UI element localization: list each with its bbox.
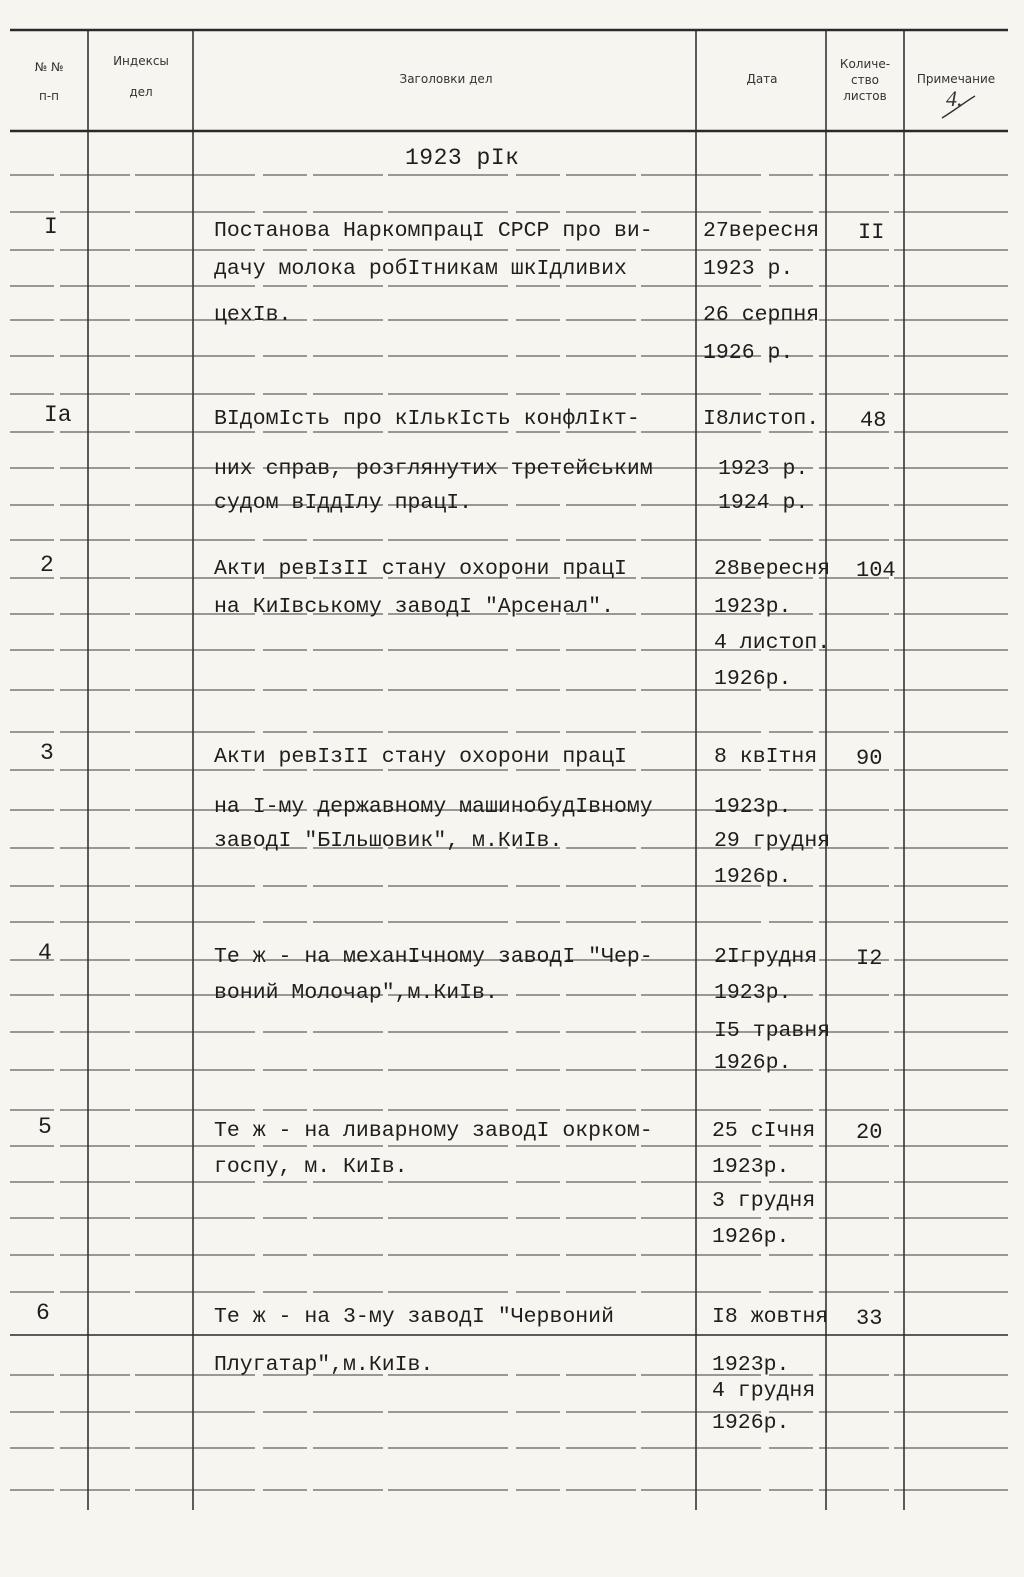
record-date: 1926р. bbox=[712, 1225, 790, 1249]
record-title-line: Постанова НаркомпрацI СРСР про ви- bbox=[214, 219, 653, 243]
record-sheet-count: 48 bbox=[860, 408, 887, 433]
record-number: 4 bbox=[38, 940, 52, 966]
record-sheet-count: I2 bbox=[856, 946, 883, 971]
header-date-label: Дата bbox=[746, 72, 778, 86]
header-index-bottom: дел bbox=[129, 85, 153, 99]
header-count-1: Количе- bbox=[839, 57, 891, 71]
record-date: 1924 р. bbox=[718, 491, 809, 515]
header-index-top: Индексы bbox=[113, 54, 169, 68]
record-number: 6 bbox=[36, 1300, 50, 1326]
record-number: 5 bbox=[38, 1114, 52, 1140]
record-date: I8листоп. bbox=[703, 407, 820, 431]
record-title-line: Плугатар",м.КиIв. bbox=[214, 1353, 434, 1377]
header-num-top: № № bbox=[34, 60, 64, 74]
record-date: 1926р. bbox=[714, 1051, 792, 1075]
record-date: 1926 р. bbox=[703, 341, 794, 365]
record-title-line: судом вIддIлу працI. bbox=[214, 491, 473, 515]
record-date: 8 квIтня bbox=[714, 745, 818, 769]
header-note-label: Примечание bbox=[916, 72, 996, 86]
record-title-line: Те ж - на 3-му заводI "Червоний bbox=[214, 1305, 614, 1329]
record-title-line: на I-му державному машинобудIвному bbox=[214, 795, 653, 819]
record-number: Ia bbox=[44, 402, 72, 428]
year-heading: 1923 рIк bbox=[405, 145, 520, 171]
record-sheet-count: 104 bbox=[856, 558, 896, 583]
record-date: 25 сIчня bbox=[712, 1119, 816, 1143]
record-title-line: Те ж - на ливарному заводI окрком- bbox=[214, 1119, 653, 1143]
record-sheet-count: II bbox=[858, 220, 885, 245]
record-title-line: на КиIвському заводI "Арсенал". bbox=[214, 595, 614, 619]
header-num bbox=[14, 58, 84, 106]
record-date: 1923р. bbox=[714, 795, 792, 819]
record-date: 1923р. bbox=[712, 1353, 790, 1377]
record-title-line: цехIв. bbox=[214, 303, 292, 327]
header-index bbox=[92, 52, 190, 102]
record-sheet-count: 20 bbox=[856, 1120, 883, 1145]
record-title-line: них справ, розглянутих третейським bbox=[214, 457, 653, 481]
record-title-line: госпу, м. КиIв. bbox=[214, 1155, 408, 1179]
header-title-label: Заголовки дел bbox=[399, 72, 493, 86]
record-sheet-count: 90 bbox=[856, 746, 883, 771]
record-date: 3 грудня bbox=[712, 1189, 816, 1213]
record-date: 4 грудня bbox=[712, 1379, 816, 1403]
header-count bbox=[826, 56, 904, 104]
record-date: 1926р. bbox=[714, 667, 792, 691]
record-date: 1923 р. bbox=[703, 257, 794, 281]
record-number: 2 bbox=[40, 552, 54, 578]
record-date: 1926р. bbox=[714, 865, 792, 889]
record-title-line: воний Молочар",м.КиIв. bbox=[214, 981, 498, 1005]
header-date bbox=[700, 70, 824, 89]
record-title-line: дачу молока робIтникам шкIдливих bbox=[214, 257, 627, 281]
header-num-bottom: п-п bbox=[38, 89, 60, 103]
record-date: 28вересня bbox=[714, 557, 831, 581]
record-date: 1923р. bbox=[712, 1155, 790, 1179]
page-number: 4. bbox=[946, 86, 963, 111]
record-date: 2Iгрудня bbox=[714, 945, 818, 969]
record-date: 29 грудня bbox=[714, 829, 831, 853]
record-sheet-count: 33 bbox=[856, 1306, 883, 1331]
record-date: I5 травня bbox=[714, 1019, 831, 1043]
header-count-3: листов bbox=[843, 89, 887, 103]
record-title-line: заводI "БIльшовик", м.КиIв. bbox=[214, 829, 563, 853]
record-title-line: Акти ревIзII стану охорони працI bbox=[214, 745, 627, 769]
header-title bbox=[196, 70, 696, 89]
record-title-line: ВIдомIсть про кIлькIсть конфлIкт- bbox=[214, 407, 640, 431]
record-date: 1923р. bbox=[714, 595, 792, 619]
record-number: I bbox=[44, 214, 58, 240]
record-number: 3 bbox=[40, 740, 54, 766]
record-date: 1923 р. bbox=[718, 457, 809, 481]
record-date: 26 серпня bbox=[703, 303, 820, 327]
record-date: I8 жовтня bbox=[712, 1305, 829, 1329]
record-date: 27вересня bbox=[703, 219, 820, 243]
record-date: 4 листоп. bbox=[714, 631, 831, 655]
record-date: 1926р. bbox=[712, 1411, 790, 1435]
header-count-2: ство bbox=[850, 73, 879, 87]
record-title-line: Акти ревIзII стану охорони працI bbox=[214, 557, 627, 581]
record-title-line: Те ж - на механIчному заводI "Чер- bbox=[214, 945, 653, 969]
record-date: 1923р. bbox=[714, 981, 792, 1005]
